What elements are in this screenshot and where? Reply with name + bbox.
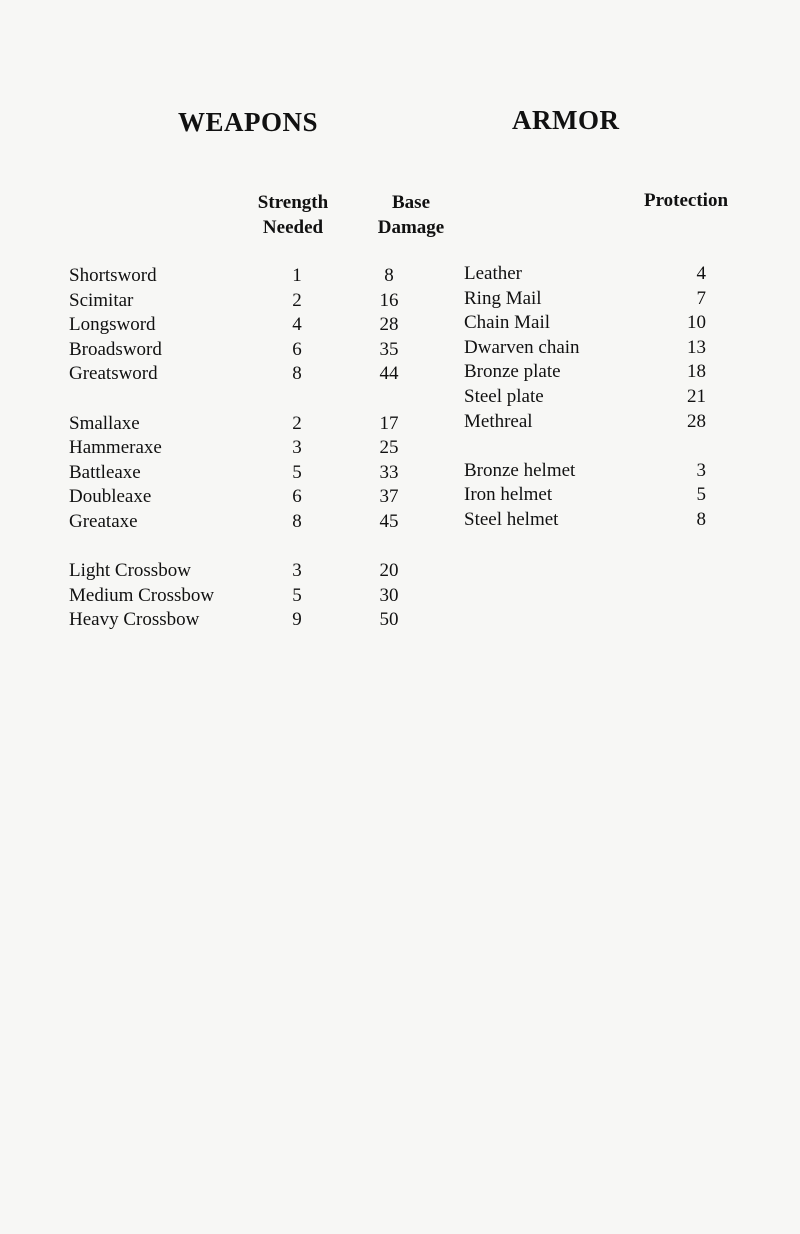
weapon-damage: 25: [379, 437, 399, 459]
armor-name: Iron helmet: [464, 484, 553, 506]
weapon-strength: 2: [292, 412, 302, 434]
armor-name: Chain Mail: [464, 312, 551, 334]
row-gap: [464, 434, 714, 459]
armor-table: [464, 262, 714, 533]
weapon-strength: 5: [292, 461, 302, 483]
armor-row: [464, 311, 714, 336]
weapon-strength: 4: [292, 314, 302, 336]
weapon-row: [69, 289, 429, 314]
weapon-name: Greatsword: [69, 363, 158, 385]
weapon-strength: 9: [292, 609, 302, 631]
armor-protection: 10: [687, 312, 706, 334]
weapon-name: Hammeraxe: [69, 437, 162, 459]
row-gap: [69, 387, 429, 412]
weapon-damage: 44: [379, 363, 399, 385]
armor-protection: 18: [687, 361, 706, 383]
armor-row: [464, 410, 714, 435]
weapon-name: Longsword: [69, 314, 156, 336]
weapon-row: [69, 608, 429, 633]
weapon-name: Battleaxe: [69, 461, 141, 483]
weapon-damage: 37: [379, 486, 399, 508]
armor-protection: 21: [687, 385, 706, 407]
armor-name: Ring Mail: [464, 287, 542, 309]
armor-protection: 13: [687, 336, 706, 358]
weapon-strength: 6: [292, 338, 302, 360]
weapon-row: [69, 313, 429, 338]
strength-header-line1: Strength: [257, 192, 329, 213]
armor-row: [464, 336, 714, 361]
armor-name: Methreal: [464, 410, 533, 432]
weapon-name: Shortsword: [69, 265, 157, 286]
armor-row: [464, 360, 714, 385]
armor-row: [464, 508, 714, 533]
weapon-damage: 35: [379, 338, 399, 360]
weapon-name: Light Crossbow: [69, 560, 191, 582]
base-damage-header: [366, 190, 456, 240]
protection-header: Protection: [643, 190, 729, 211]
weapon-row: [69, 584, 429, 609]
armor-row: [464, 385, 714, 410]
armor-protection: 28: [687, 410, 706, 432]
armor-protection: 4: [696, 263, 706, 284]
weapon-row: [69, 264, 429, 289]
weapons-table: [69, 264, 429, 633]
armor-name: Bronze helmet: [464, 459, 576, 481]
row-gap: [69, 535, 429, 560]
damage-header-line2: Damage: [377, 217, 445, 238]
weapon-name: Medium Crossbow: [69, 584, 215, 606]
weapon-row: [69, 461, 429, 486]
armor-row: [464, 483, 714, 508]
weapon-damage: 50: [379, 609, 399, 631]
weapon-strength: 3: [292, 437, 302, 459]
weapon-damage: 33: [379, 461, 399, 483]
weapon-damage: 17: [379, 412, 399, 434]
strength-needed-header: [245, 190, 341, 240]
armor-heading: ARMOR: [512, 105, 620, 135]
weapon-row: [69, 559, 429, 584]
armor-row: [464, 287, 714, 312]
weapon-row: [69, 362, 429, 387]
weapon-strength: 5: [292, 584, 302, 606]
armor-protection: 5: [696, 484, 706, 506]
weapon-damage: 8: [384, 265, 394, 286]
weapons-heading: WEAPONS: [178, 107, 319, 137]
weapon-damage: 20: [379, 560, 399, 582]
armor-name: Steel plate: [464, 385, 544, 407]
damage-header-line1: Base: [392, 192, 430, 213]
weapon-damage: 16: [379, 289, 399, 311]
armor-row: [464, 262, 714, 287]
strength-header-line2: Needed: [262, 217, 324, 238]
armor-protection: 7: [696, 287, 706, 309]
weapon-name: Heavy Crossbow: [69, 609, 200, 631]
weapon-row: [69, 510, 429, 535]
weapon-damage: 45: [379, 510, 399, 532]
weapon-strength: 6: [292, 486, 302, 508]
armor-name: Leather: [464, 263, 523, 284]
weapon-strength: 8: [292, 510, 302, 532]
armor-name: Steel helmet: [464, 508, 559, 530]
armor-protection: 8: [696, 508, 706, 530]
weapon-name: Doubleaxe: [69, 486, 152, 508]
armor-row: [464, 459, 714, 484]
weapon-strength: 8: [292, 363, 302, 385]
weapon-name: Broadsword: [69, 338, 162, 360]
weapon-row: [69, 338, 429, 363]
weapon-strength: 2: [292, 289, 302, 311]
weapon-name: Scimitar: [69, 289, 134, 311]
weapon-name: Greataxe: [69, 510, 138, 532]
weapon-row: [69, 412, 429, 437]
weapon-strength: 3: [292, 560, 302, 582]
weapon-damage: 28: [379, 314, 399, 336]
weapon-row: [69, 485, 429, 510]
weapon-name: Smallaxe: [69, 412, 140, 434]
armor-name: Dwarven chain: [464, 336, 580, 358]
weapon-row: [69, 436, 429, 461]
armor-protection: 3: [696, 459, 706, 481]
weapon-strength: 1: [292, 265, 302, 286]
armor-name: Bronze plate: [464, 361, 561, 383]
weapon-damage: 30: [379, 584, 399, 606]
